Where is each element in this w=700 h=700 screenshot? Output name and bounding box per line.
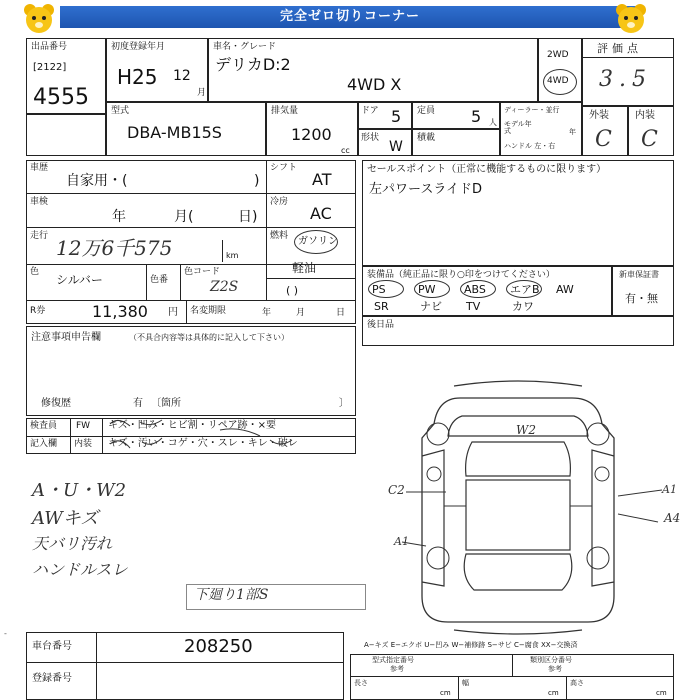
lot-number-cell xyxy=(26,38,106,114)
check-handwriting-marks xyxy=(100,414,360,458)
mileage-change-label: 名変期限 xyxy=(190,306,227,316)
repair-label: 修復歴 xyxy=(41,398,71,409)
equipment-circle xyxy=(506,280,542,298)
fuel-diesel: 軽油 xyxy=(292,261,317,275)
interior-cell xyxy=(628,106,674,156)
mileage-unit: km xyxy=(226,251,239,260)
damage-legend: A−キズ E−エクボ U−凹み W−補修跡 S−サビ C−腐食 XX−交換済 xyxy=(364,641,578,649)
warranty-value: 有・無 xyxy=(625,292,658,305)
ac-value: AC xyxy=(310,204,332,223)
load-label: 積載 xyxy=(417,133,436,143)
capacity-cell xyxy=(412,102,500,129)
shape-value: W xyxy=(389,139,403,155)
shape-label: 形状 xyxy=(361,133,380,143)
color-label: 色 xyxy=(30,267,40,277)
displacement-label: 排気量 xyxy=(271,106,299,116)
model-value: DBA-MB15S xyxy=(127,123,222,142)
car-body-diagram xyxy=(362,346,674,636)
dealer-label: ディーラー・並行 xyxy=(504,106,560,114)
mileage-value: 12万6千575 xyxy=(56,236,173,260)
equipment-item: PS xyxy=(372,283,386,296)
chassis-value: 208250 xyxy=(184,636,253,657)
exterior-label: 外装 xyxy=(589,110,609,121)
check-row-exterior: キズ・凹み・ヒビ割・リペア跡・×要 xyxy=(108,420,276,431)
shape-cell xyxy=(358,129,412,156)
score-value: 3.5 xyxy=(599,67,652,92)
recycle-label: R券 xyxy=(30,306,46,316)
rear-seat-cell xyxy=(362,316,674,346)
banner-title: 完全ゼロ切りコーナー xyxy=(60,6,640,28)
sales-point-value: 左パワースライドD xyxy=(369,182,482,197)
score-label: 評価点 xyxy=(597,42,642,55)
inspector-note: 天バリ汚れ xyxy=(32,534,113,553)
load-cell xyxy=(412,129,500,156)
model-cell xyxy=(106,102,266,156)
registration-number-label: 登録番号 xyxy=(32,673,72,684)
check-fw: FW xyxy=(76,421,91,431)
repair-has: 有 xyxy=(133,398,143,409)
displacement-cell xyxy=(266,102,358,156)
car-name-cell xyxy=(208,38,538,102)
mark-top: W2 xyxy=(516,423,536,437)
approval-sub: 参考 xyxy=(390,665,404,673)
dim-length-unit: cm xyxy=(440,689,451,697)
warranty-cell xyxy=(612,266,674,316)
dealer-cell xyxy=(500,102,582,156)
equipment-item: AW xyxy=(556,283,574,296)
registration-label: 初度登録年月 xyxy=(111,42,166,52)
capacity-unit: 人 xyxy=(489,118,497,127)
doors-value: 5 xyxy=(391,107,402,126)
color-number-label: 色番 xyxy=(150,275,169,285)
model-year-unit: 年 xyxy=(569,128,576,136)
history-label: 車歴 xyxy=(30,163,49,173)
equipment-circle xyxy=(368,280,404,298)
equipment-item: TV xyxy=(466,300,481,313)
check-label-inspector: 検査員 xyxy=(30,421,58,431)
check-interior: 内装 xyxy=(74,439,93,449)
notes-label: 注意事項申告欄 xyxy=(31,332,101,343)
repair-close: 〕 xyxy=(339,398,349,409)
warranty-label: 新車保証書 xyxy=(619,270,659,279)
dim-width: 幅 xyxy=(462,679,469,687)
equipment-circle xyxy=(414,280,450,298)
equipment-item: ナビ xyxy=(420,300,442,313)
equipment-item: PW xyxy=(418,283,436,296)
mileage-label: 走行 xyxy=(30,231,49,241)
color-code: Z2S xyxy=(210,279,239,295)
recycle-value: 11,380 xyxy=(92,302,148,321)
dim-width-unit: cm xyxy=(548,689,559,697)
registration-month-unit: 月 xyxy=(197,88,207,98)
mark-left-low: A1 xyxy=(394,535,409,548)
sales-point-cell xyxy=(362,160,674,266)
mileage-change-year: 年 xyxy=(262,308,272,318)
dim-height-unit: cm xyxy=(656,689,667,697)
mark-right-top: A1 xyxy=(662,483,677,496)
bear-mascot-right-icon xyxy=(614,2,648,36)
color-code-label: 色コード xyxy=(184,267,221,277)
drive-cell xyxy=(538,38,582,102)
capacity-value: 5 xyxy=(471,107,482,126)
equipment-circle xyxy=(460,280,496,298)
inspector-note: A・U・W2 xyxy=(32,480,127,501)
equipment-label: 装備品（純正品に限り○印をつけてください） xyxy=(367,270,555,280)
notes-cell xyxy=(26,326,356,416)
repair-place: 〔箇所 xyxy=(151,398,181,409)
check-label-entry: 記入欄 xyxy=(30,439,58,449)
mark-left: C2 xyxy=(388,483,405,497)
dim-height: 高さ xyxy=(570,679,584,687)
model-year-label: モデル年式 xyxy=(504,120,532,135)
equipment-item: SR xyxy=(374,300,389,313)
lot-label: 出品番号 xyxy=(31,42,68,52)
doors-label: ドア xyxy=(361,106,379,116)
lot-number: 4555 xyxy=(33,85,89,110)
displacement-value: 1200 xyxy=(291,125,332,144)
recycle-unit: 円 xyxy=(168,307,178,318)
interior-label: 内装 xyxy=(635,110,655,121)
exterior-cell xyxy=(582,106,628,156)
mark-right: A4 xyxy=(664,511,681,525)
equipment-item: カワ xyxy=(512,300,534,313)
side-dash: - xyxy=(4,629,7,638)
car-name: デリカD:2 xyxy=(215,55,291,74)
notes-hint: （不具合内容等は具体的に記入して下さい） xyxy=(129,333,289,342)
lot-empty-cell xyxy=(26,114,106,156)
car-name-label: 車名・グレード xyxy=(213,42,277,52)
fuel-gasoline: ガソリン xyxy=(298,236,338,247)
category-label: 類別区分番号 xyxy=(530,656,572,664)
exterior-value: C xyxy=(595,127,612,152)
fuel-bracket: ( ) xyxy=(286,284,299,297)
shift-label: シフト xyxy=(270,163,298,173)
fuel-label: 燃料 xyxy=(270,231,289,241)
inspection-month: 月( xyxy=(174,209,194,225)
handle-label: ハンドル 左・右 xyxy=(504,142,556,150)
inspector-note: AWキズ xyxy=(32,508,99,529)
score-cell xyxy=(582,38,674,106)
category-sub: 参考 xyxy=(548,665,562,673)
history-value: 自家用・( xyxy=(66,173,128,189)
capacity-label: 定員 xyxy=(417,106,436,116)
equipment-item: エアB xyxy=(510,283,540,296)
underbody-note-box xyxy=(186,584,366,610)
mileage-change-day: 日 xyxy=(336,308,346,318)
model-label: 型式 xyxy=(111,106,130,116)
ac-label: 冷房 xyxy=(270,197,289,207)
drive-value: 4WD xyxy=(547,76,569,86)
interior-value: C xyxy=(641,127,658,152)
inspection-day: 日) xyxy=(238,209,258,225)
drive-2wd-label: 2WD xyxy=(547,50,569,60)
shift-value: AT xyxy=(312,170,332,189)
bear-mascot-left-icon xyxy=(22,2,56,36)
approval-label: 型式指定番号 xyxy=(372,656,414,664)
equipment-item: ABS xyxy=(464,283,486,296)
chassis-label: 車台番号 xyxy=(32,641,72,652)
inspection-label: 車検 xyxy=(30,197,49,207)
history-close: ) xyxy=(254,173,260,189)
rear-seat-label: 後日品 xyxy=(367,320,395,330)
mileage-change-month: 月 xyxy=(296,308,306,318)
lot-sub: [2122] xyxy=(33,62,67,73)
registration-year: H25 xyxy=(117,65,158,89)
inspector-note: ハンドルスレ xyxy=(32,560,128,579)
inspector-note: 下廻り1部S xyxy=(194,587,269,603)
color-value: シルバー xyxy=(56,273,103,287)
car-grade: 4WD X xyxy=(347,75,402,94)
displacement-unit: cc xyxy=(341,146,350,155)
sales-point-label: セールスポイント（正常に機能するものに限ります） xyxy=(367,164,607,175)
doors-cell xyxy=(358,102,412,129)
check-row-interior: キズ・汚い・コゲ・穴・スレ・キレ・破レ xyxy=(108,438,298,449)
inspection-year: 年 xyxy=(112,209,126,225)
registration-month: 12 xyxy=(173,68,191,84)
first-registration-cell xyxy=(106,38,208,102)
dim-length: 長さ xyxy=(354,679,368,687)
